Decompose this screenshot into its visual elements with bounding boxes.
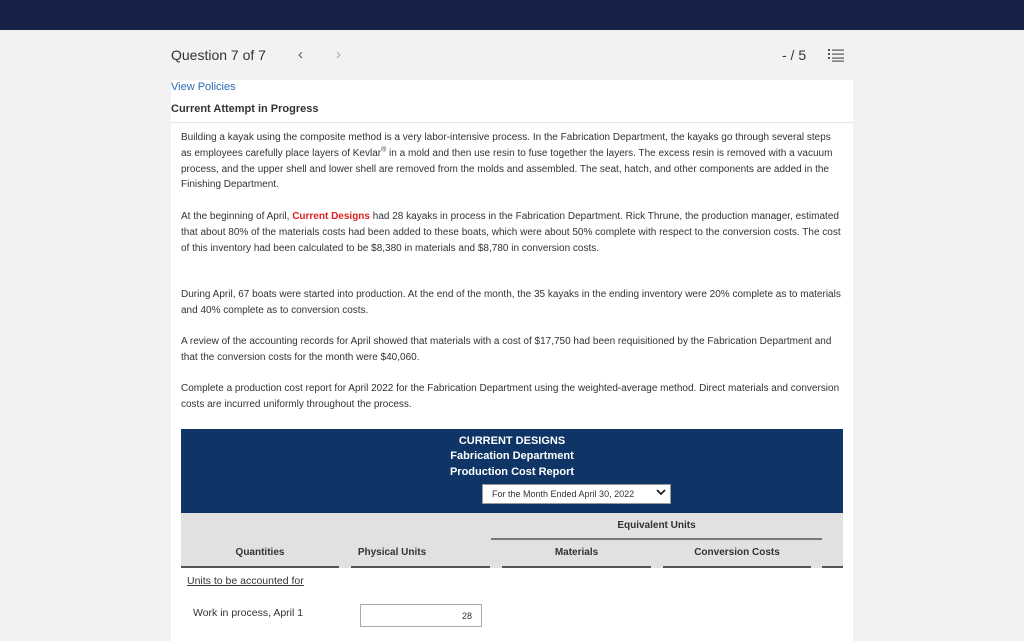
period-select[interactable] — [482, 484, 671, 504]
view-policies-link[interactable]: View Policies — [171, 81, 236, 93]
divider — [171, 122, 853, 123]
report-department: Fabrication Department — [450, 450, 574, 462]
header-rule — [502, 566, 651, 568]
report-company: CURRENT DESIGNS — [458, 435, 566, 447]
wip-april-1-physical-units-input[interactable]: 28 — [360, 604, 482, 627]
score-label: - / 5 — [782, 47, 807, 63]
company-name: Current Designs — [292, 211, 370, 222]
attempt-status: Current Attempt in Progress — [171, 103, 319, 115]
physical-units-header: Physical Units — [357, 547, 427, 558]
next-question-icon[interactable]: › — [336, 46, 341, 63]
row-label-wip-april-1: Work in process, April 1 — [193, 607, 304, 619]
header-rule — [351, 566, 490, 568]
problem-paragraph-2: At the beginning of April, Current Designs had 28 kayaks in process in the Fabrication Department. Rick Thrune, the production manager, estimated that about 80% of the materials costs had been added to these boats, which were about 50% complete with respect to the conversion costs. The cost of this inventory had been calculated to be $8,380 in materials and $8,780 in conversion costs. — [181, 211, 841, 254]
period-select-value: For the Month Ended April 30, 2022 — [492, 489, 635, 499]
units-to-account-heading: Units to be accounted for — [187, 575, 304, 587]
problem-paragraph-3: During April, 67 boats were started into production. At the end of the month, the 35 kayaks in the ending inventory were 20% complete as to materials and 40% complete as to conversion costs. — [181, 289, 841, 316]
question-list-icon[interactable] — [828, 48, 844, 62]
header-rule — [181, 566, 339, 568]
previous-question-icon[interactable]: ‹ — [298, 46, 303, 63]
top-bar — [0, 0, 1024, 30]
materials-header: Materials — [554, 547, 599, 558]
question-header — [0, 30, 1024, 80]
problem-paragraph-1: Building a kayak using the composite method is a very labor-intensive process. In the Fabrication Department, the kayaks go through several steps as employees carefully place layers of Kevlar® in a mold and then use resin to fuse together the layers. The excess resin is removed with a vacuum process, and the upper shell and lower shell are removed from the molds and assembled. The seat, hatch, and other components are added in the Finishing Department. — [181, 132, 833, 191]
problem-paragraph-5: Complete a production cost report for April 2022 for the Fabrication Department using the weighted-average method. Direct materials and conversion costs are incurred uniformly throughout the process. — [181, 383, 840, 410]
header-rule — [822, 566, 843, 568]
problem-paragraph-4: A review of the accounting records for April showed that materials with a cost of $17,750 had been requisitioned by the Fabrication Department and that the conversion costs for the month were $40,060. — [181, 336, 832, 363]
question-counter: Question 7 of 7 — [171, 47, 266, 63]
registered-mark: ® — [381, 146, 387, 154]
equivalent-units-rule — [491, 538, 822, 540]
report-title: Production Cost Report — [449, 466, 575, 478]
conversion-costs-header: Conversion Costs — [694, 547, 780, 558]
header-rule — [663, 566, 811, 568]
equivalent-units-header: Equivalent Units — [617, 520, 696, 531]
quantities-header: Quantities — [235, 547, 285, 558]
chevron-down-icon — [656, 487, 666, 497]
